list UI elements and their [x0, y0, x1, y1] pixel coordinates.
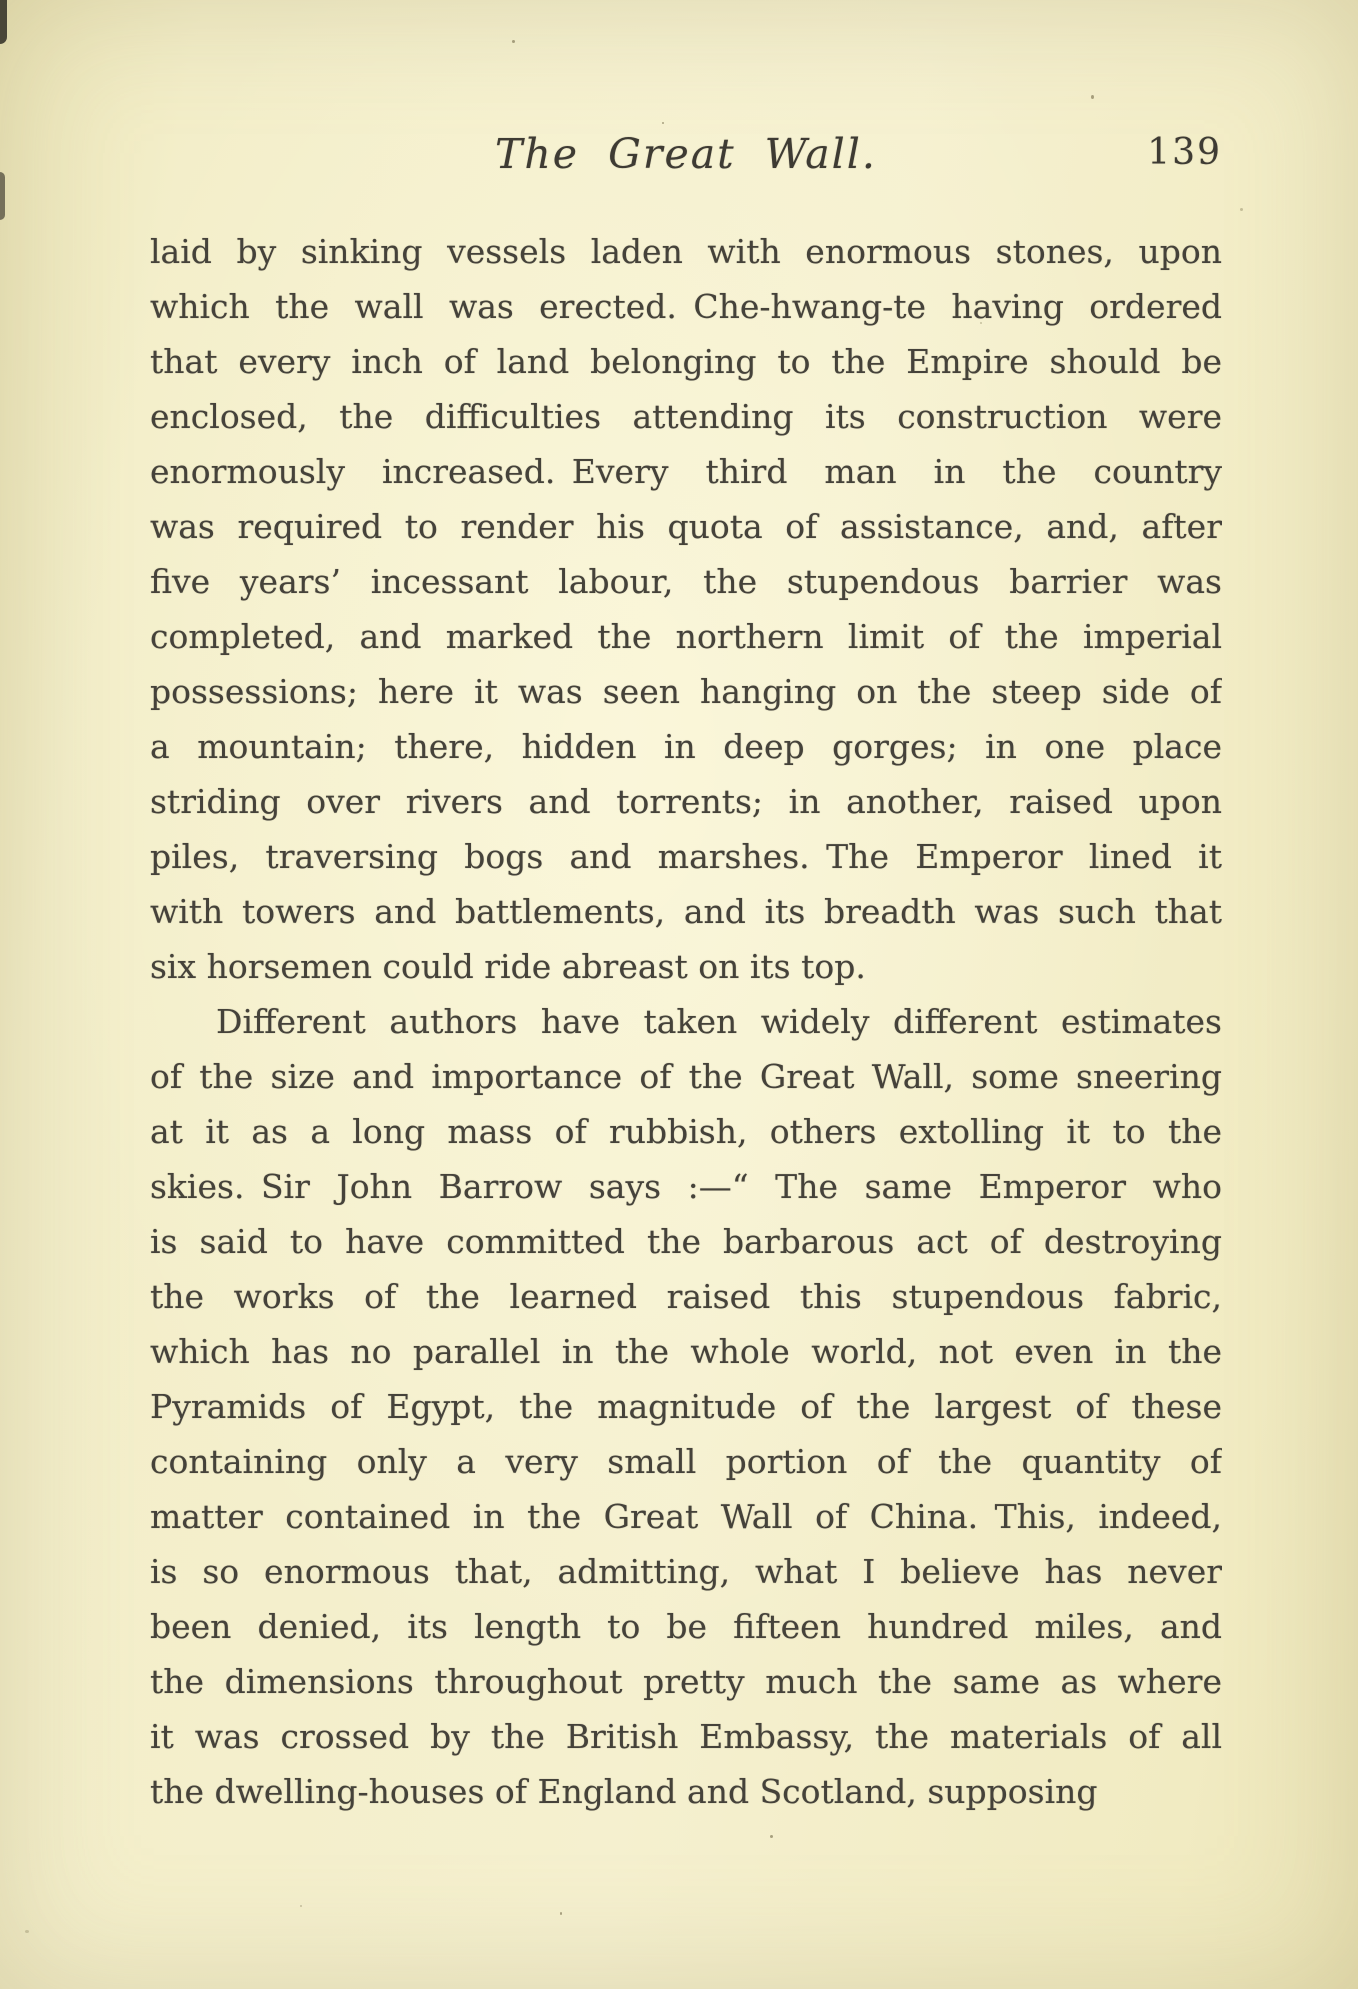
text-line: the works of the learned raised this stupendous fabric, — [150, 1277, 1222, 1316]
text-line: five years’ incessant labour, the stupendous barrier was — [150, 562, 1222, 601]
text-line: possessions; here it was seen hanging on the steep side of — [150, 672, 1222, 711]
text-line: matter contained in the Great Wall of China. This, indeed, — [150, 1497, 1222, 1536]
paper-speck — [662, 122, 664, 124]
text-line: with towers and battlements, and its breadth was such that — [150, 892, 1222, 931]
text-line: been denied, its length to be fifteen hundred miles, and — [150, 1607, 1222, 1646]
paper-speck — [770, 1835, 773, 1838]
text-line: skies. Sir John Barrow says :—“ The same Emperor who — [150, 1167, 1222, 1206]
paper-speck — [300, 1905, 302, 1907]
text-line: six horsemen could ride abreast on its top. — [150, 947, 866, 986]
text-line: the dimensions throughout pretty much the same as where — [150, 1662, 1222, 1701]
text-line: completed, and marked the northern limit of the imperial — [150, 617, 1222, 656]
text-line: containing only a very small portion of the quantity of — [150, 1442, 1222, 1481]
text-line: a mountain; there, hidden in deep gorges; in one place — [150, 727, 1222, 766]
text-line: was required to render his quota of assistance, and, after — [150, 507, 1222, 546]
text-line: which has no parallel in the whole world, not even in the — [150, 1332, 1222, 1371]
body-text — [150, 224, 1222, 1819]
text-line: which the wall was erected. Che-hwang-te having ordered — [150, 287, 1222, 326]
text-line: is said to have committed the barbarous act of destroying — [150, 1222, 1222, 1261]
ink-smudge — [0, 172, 5, 220]
running-title: The Great Wall. — [495, 130, 877, 178]
text-line: Different authors have taken widely different estimates — [216, 1002, 1222, 1041]
text-line: at it as a long mass of rubbish, others extolling it to the — [150, 1112, 1222, 1151]
paper-speck — [1091, 95, 1094, 99]
text-line: is so enormous that, admitting, what I believe has never — [150, 1552, 1222, 1591]
paper-speck — [25, 1930, 29, 1933]
text-line: striding over rivers and torrents; in another, raised upon — [150, 782, 1222, 821]
text-line: the dwelling-houses of England and Scotland, supposing — [150, 1772, 1098, 1811]
paper-speck — [1240, 208, 1243, 211]
text-line: piles, traversing bogs and marshes. The Emperor lined it — [150, 837, 1222, 876]
text-line: Pyramids of Egypt, the magnitude of the largest of these — [150, 1387, 1222, 1426]
paper-speck — [512, 40, 515, 43]
text-line: laid by sinking vessels laden with enormous stones, upon — [150, 232, 1222, 271]
text-line: of the size and importance of the Great Wall, some sneering — [150, 1057, 1222, 1096]
text-line: that every inch of land belonging to the Empire should be — [150, 342, 1222, 381]
ink-smudge — [0, 0, 7, 44]
text-line: enormously increased. Every third man in the country — [150, 452, 1222, 491]
page-header — [150, 130, 1222, 182]
text-line: enclosed, the difficulties attending its construction were — [150, 397, 1222, 436]
page-number: 139 — [1147, 132, 1222, 173]
paper-speck — [560, 1912, 562, 1915]
text-line: it was crossed by the British Embassy, the materials of all — [150, 1717, 1222, 1756]
